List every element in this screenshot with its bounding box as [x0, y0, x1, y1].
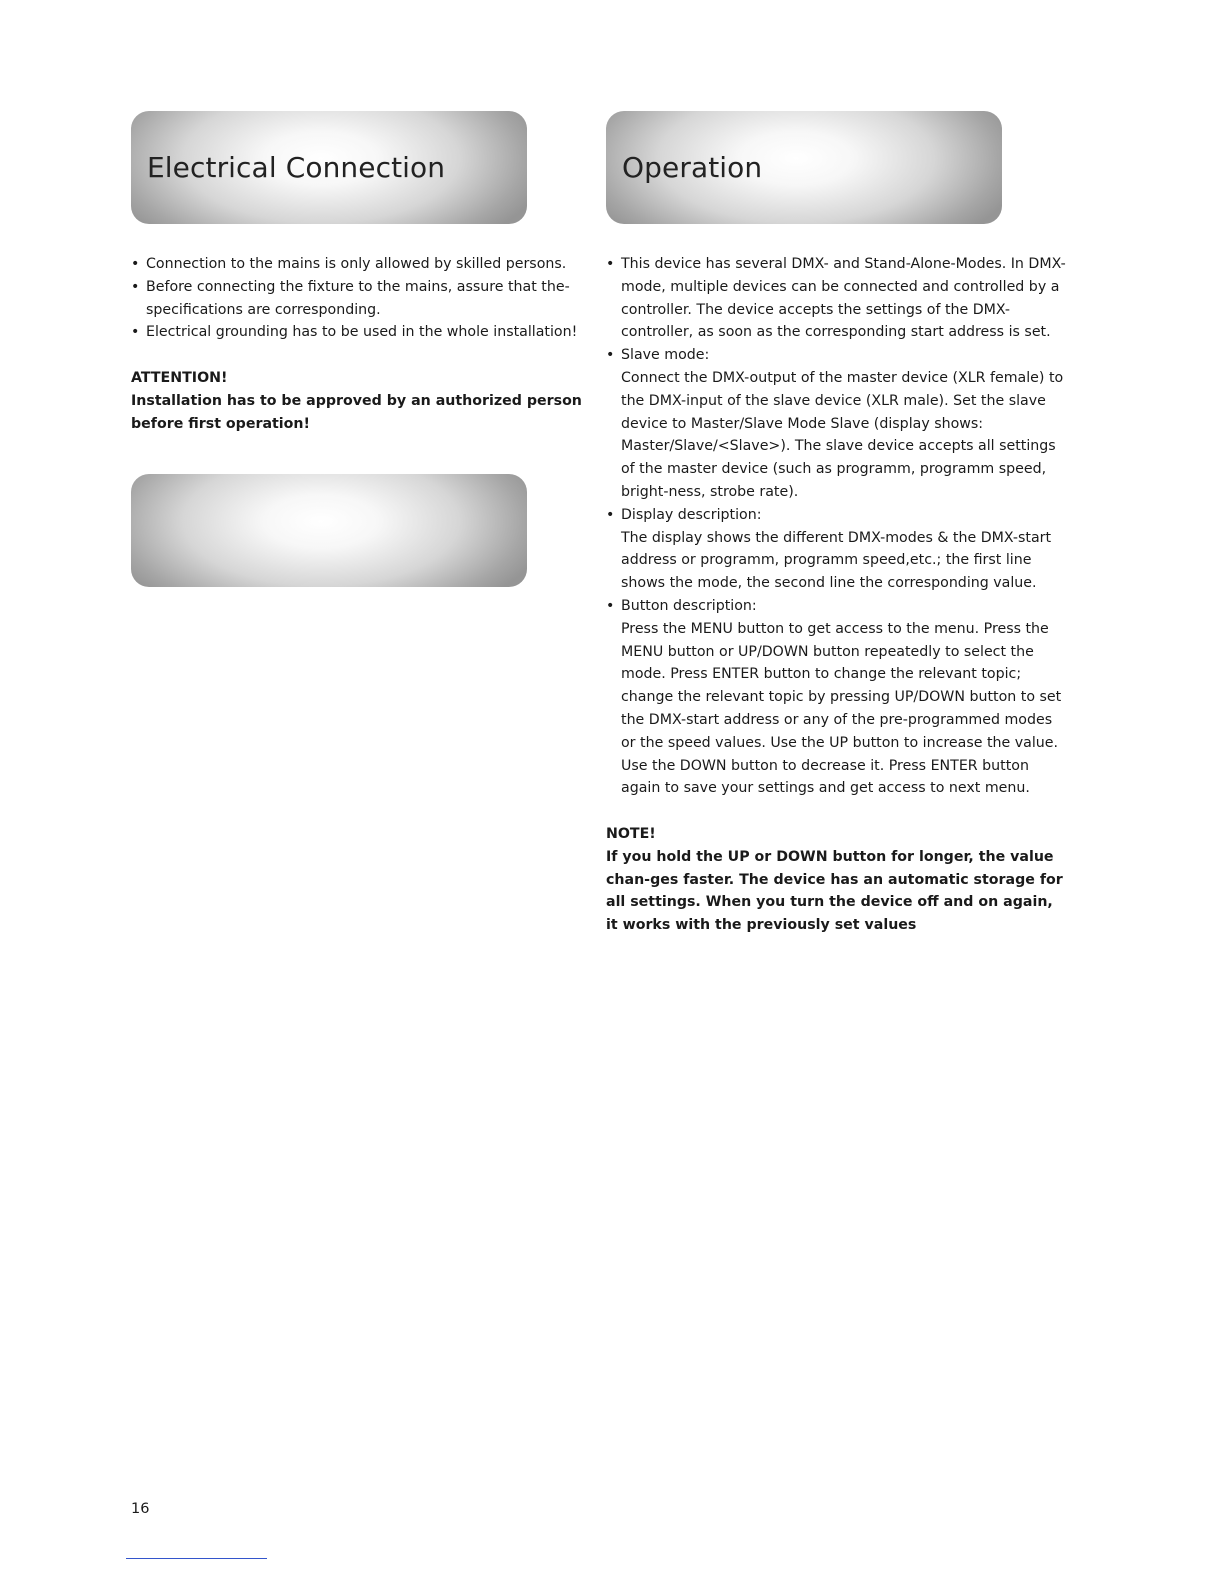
- button-description-text: Press the MENU button to get access to the menu. Press the MENU button or UP/DOWN button repeatedly to select the mode. Press ENTER button to change the relevant topic; change the relevant topic by pressing UP/DOWN button to set the DMX-start address or any of the pre-programmed modes or the speed values. Use the UP button to increase the value. Use the DOWN button to decrease it. Press ENTER button again to save your settings and get access to next menu.: [621, 620, 1062, 797]
- button-description-heading: • Button description:: [621, 597, 757, 614]
- operation-bullet-list: [606, 253, 1066, 800]
- display-description-text: The display shows the different DMX-modes & the DMX-start address or programm, programm speed,etc.; the first line shows the mode, the second line the corresponding value.: [621, 529, 1052, 592]
- list-item: • Before connecting the fixture to the mains, assure that the-specifications are corresponding.: [131, 276, 591, 322]
- electrical-bullet-list: [131, 253, 591, 344]
- list-item: [606, 504, 1066, 595]
- electrical-connection-header: [131, 111, 527, 224]
- electrical-connection-title: Electrical Connection: [147, 151, 446, 184]
- attention-text: Installation has to be approved by an authorized person before first operation!: [131, 392, 582, 432]
- electrical-connection-section: [131, 253, 591, 435]
- list-item: [606, 595, 1066, 800]
- note-text: If you hold the UP or DOWN button for longer, the value chan-ges faster. The device has an automatic storage for all settings. When you turn the device off and on again, it works with the previously set values: [606, 848, 1063, 934]
- attention-notice: [131, 367, 591, 435]
- page-number: 16: [131, 1501, 150, 1517]
- list-item: [606, 344, 1066, 504]
- attention-heading: ATTENTION!: [131, 369, 228, 386]
- list-item: [606, 253, 1066, 344]
- list-item: • Electrical grounding has to be used in the whole installation!: [131, 321, 591, 344]
- operation-intro: • This device has several DMX- and Stand-Alone-Modes. In DMX-mode, multiple devices can be connected and controlled by a controller. The device accepts the settings of the DMX-controller, as soon as the corresponding start address is set.: [621, 256, 1066, 341]
- note-notice: [606, 823, 1066, 937]
- operation-title: Operation: [622, 151, 763, 184]
- note-heading: NOTE!: [606, 825, 656, 842]
- footer-divider: [126, 1558, 267, 1559]
- operation-section: [606, 253, 1066, 937]
- operation-header: [606, 111, 1002, 224]
- slave-mode-heading: • Slave mode:: [621, 347, 710, 364]
- empty-header-box: [131, 474, 527, 587]
- slave-mode-text: Connect the DMX-output of the master device (XLR female) to the DMX-input of the slave device (XLR male). Set the slave device to Master/Slave Mode Slave (display shows: Master/Slave/<Slave>). The slave device accepts all settings of the master device (such as programm, programm speed, bright-ness, strobe rate).: [621, 369, 1064, 500]
- display-description-heading: • Display description:: [621, 506, 762, 523]
- list-item: • Connection to the mains is only allowed by skilled persons.: [131, 253, 591, 276]
